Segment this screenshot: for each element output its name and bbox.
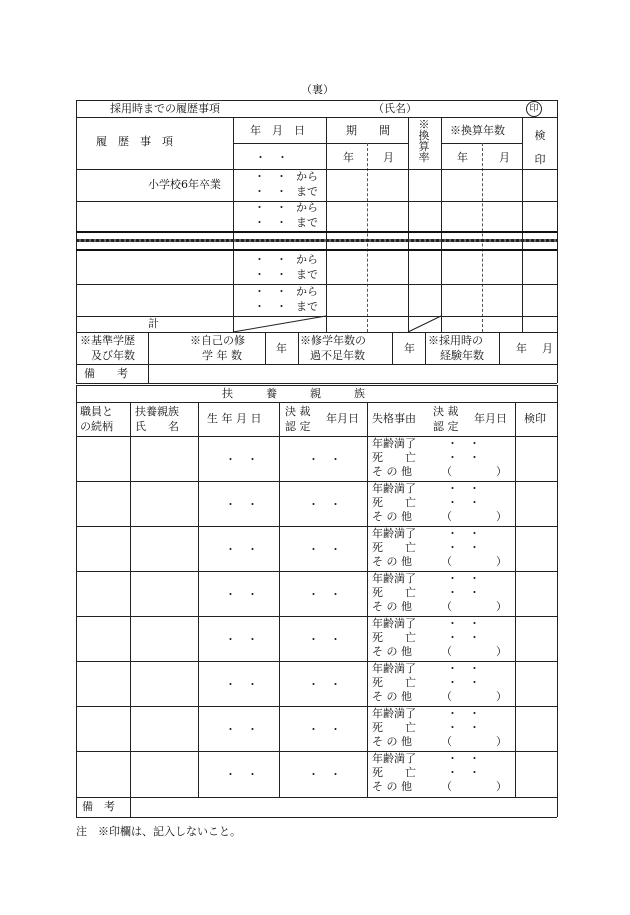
- reason-age: 年齢満了: [372, 752, 416, 765]
- reason-death-dots: ・ ・: [447, 451, 480, 464]
- experience-unit-year: 年: [516, 342, 527, 355]
- col-loss-date: 年月日: [474, 412, 507, 425]
- paren-close: ）: [496, 780, 507, 793]
- row-until: まで: [296, 185, 318, 198]
- reason-other: そ の 他: [372, 645, 412, 658]
- birth-date-dots: ・ ・: [225, 453, 258, 466]
- reason-age-dots: ・ ・: [447, 707, 480, 720]
- reason-death: 死 亡: [372, 586, 416, 599]
- decision-date-dots: ・ ・: [308, 633, 341, 646]
- col-date: 年 月 日: [250, 124, 305, 137]
- birth-date-dots: ・ ・: [225, 678, 258, 691]
- reason-other: そ の 他: [372, 555, 412, 568]
- col-dependent: 扶養親族: [135, 405, 179, 418]
- col-conv-year: 年: [457, 151, 468, 164]
- paren-close: ）: [496, 465, 507, 478]
- col-conversion-rate: ※換算率: [418, 118, 430, 164]
- col-period-month: 月: [383, 151, 394, 164]
- reason-other: そ の 他: [372, 600, 412, 613]
- reason-age: 年齢満了: [372, 572, 416, 585]
- decision-date-dots: ・ ・: [308, 723, 341, 736]
- col-decision: 決 裁: [285, 405, 311, 418]
- own-study-unit-year: 年: [276, 342, 287, 355]
- row-from: から: [296, 201, 318, 214]
- paren-open: （: [441, 555, 452, 568]
- std-education-label-2: 及び年数: [91, 349, 135, 362]
- decision-date-dots: ・ ・: [308, 678, 341, 691]
- col-period: 期 間: [346, 124, 390, 137]
- col-conversion-years: ※換算年数: [450, 124, 505, 137]
- row-dots-from: ・ ・: [254, 285, 287, 298]
- col-loss-decision: 決 裁: [433, 405, 459, 418]
- row-until: まで: [296, 216, 318, 229]
- col-history-item: 履 歴 事 項: [96, 135, 173, 148]
- reason-age-dots: ・ ・: [447, 662, 480, 675]
- reason-age: 年齢満了: [372, 662, 416, 675]
- row-dots-until: ・ ・: [254, 185, 287, 198]
- short-years-label: ※修学年数の: [300, 334, 366, 347]
- decision-date-dots: ・ ・: [308, 768, 341, 781]
- reason-death: 死 亡: [372, 721, 416, 734]
- decision-date-dots: ・ ・: [308, 453, 341, 466]
- reason-age: 年齢満了: [372, 482, 416, 495]
- paren-close: ）: [496, 600, 507, 613]
- col-decision-date: 年月日: [326, 412, 359, 425]
- paren-close: ）: [496, 735, 507, 748]
- page-label: （裏）: [301, 83, 334, 96]
- paren-close: ）: [496, 510, 507, 523]
- col-birth-date: 生 年 月 日: [207, 412, 262, 425]
- reason-age: 年齢満了: [372, 707, 416, 720]
- reason-death: 死 亡: [372, 496, 416, 509]
- col-disqualification: 失格事由: [372, 412, 416, 425]
- decision-date-dots: ・ ・: [308, 588, 341, 601]
- paren-open: （: [441, 735, 452, 748]
- reason-age-dots: ・ ・: [447, 572, 480, 585]
- paren-open: （: [441, 510, 452, 523]
- reason-other: そ の 他: [372, 510, 412, 523]
- paren-close: ）: [496, 690, 507, 703]
- experience-years-label-2: 経験年数: [440, 349, 484, 362]
- total-date-diagonal: [233, 316, 326, 332]
- birth-date-dots: ・ ・: [225, 633, 258, 646]
- birth-date-dots: ・ ・: [225, 498, 258, 511]
- reason-death-dots: ・ ・: [447, 586, 480, 599]
- reason-death: 死 亡: [372, 676, 416, 689]
- col-period-year: 年: [343, 151, 354, 164]
- reason-age-dots: ・ ・: [447, 437, 480, 450]
- birth-date-dots: ・ ・: [225, 723, 258, 736]
- birth-date-dots: ・ ・: [225, 543, 258, 556]
- reason-age-dots: ・ ・: [447, 617, 480, 630]
- row-from: から: [296, 285, 318, 298]
- row-dots-from: ・ ・: [254, 253, 287, 266]
- reason-age-dots: ・ ・: [447, 482, 480, 495]
- name-label: （氏名）: [373, 102, 417, 115]
- col-relation: 職員と: [80, 405, 113, 418]
- reason-other: そ の 他: [372, 735, 412, 748]
- reason-age: 年齢満了: [372, 437, 416, 450]
- reason-death-dots: ・ ・: [447, 676, 480, 689]
- row-until: まで: [296, 300, 318, 313]
- paren-close: ）: [496, 555, 507, 568]
- col-relation-2: の続柄: [80, 420, 113, 433]
- footnote: 注 ※印欄は、記入しないこと。: [76, 825, 241, 838]
- col-conv-month: 月: [499, 151, 510, 164]
- own-study-label: ※自己の修: [190, 334, 245, 347]
- reason-death: 死 亡: [372, 541, 416, 554]
- decision-date-dots: ・ ・: [308, 498, 341, 511]
- reason-death-dots: ・ ・: [447, 631, 480, 644]
- paren-open: （: [441, 690, 452, 703]
- reason-age: 年齢満了: [372, 527, 416, 540]
- short-years-unit-year: 年: [404, 342, 415, 355]
- reason-death-dots: ・ ・: [447, 541, 480, 554]
- reason-death-dots: ・ ・: [447, 721, 480, 734]
- paren-open: （: [441, 600, 452, 613]
- reason-death-dots: ・ ・: [447, 496, 480, 509]
- col-decision-2: 認 定: [285, 420, 311, 433]
- reason-death-dots: ・ ・: [447, 766, 480, 779]
- row-dots-until: ・ ・: [254, 268, 287, 281]
- reason-other: そ の 他: [372, 780, 412, 793]
- reason-age-dots: ・ ・: [447, 527, 480, 540]
- history-title: 採用時までの履歴事項: [110, 102, 220, 115]
- own-study-label-2: 学 年 数: [202, 349, 242, 362]
- family-title: 扶 養 親 族: [222, 387, 365, 400]
- row-from: から: [296, 253, 318, 266]
- reason-death: 死 亡: [372, 451, 416, 464]
- reason-age: 年齢満了: [372, 617, 416, 630]
- row-dots-from: ・ ・: [254, 201, 287, 214]
- total-label: 計: [148, 317, 159, 330]
- history-row-item: 小学校6年卒業: [148, 178, 221, 191]
- row-from: から: [296, 170, 318, 183]
- reason-age-dots: ・ ・: [447, 752, 480, 765]
- paren-open: （: [441, 645, 452, 658]
- reason-other: そ の 他: [372, 690, 412, 703]
- paren-open: （: [441, 465, 452, 478]
- total-rate-diagonal: [408, 316, 441, 332]
- col-inspect-stamp: 検印: [534, 129, 546, 166]
- decision-date-dots: ・ ・: [308, 543, 341, 556]
- family-remarks-label: 備 考: [82, 800, 115, 813]
- std-education-label: ※基準学歴: [80, 334, 135, 347]
- col-date-dots: ・ ・: [255, 151, 288, 164]
- col-loss-decision-2: 認 定: [433, 420, 459, 433]
- col-family-inspect: 検印: [524, 412, 546, 425]
- reason-other: そ の 他: [372, 465, 412, 478]
- experience-years-label: ※採用時の: [428, 334, 483, 347]
- reason-death: 死 亡: [372, 766, 416, 779]
- short-years-label-2: 過不足年数: [310, 349, 365, 362]
- history-remarks-label: 備 考: [84, 367, 128, 380]
- row-dots-from: ・ ・: [254, 170, 287, 183]
- paren-open: （: [441, 780, 452, 793]
- paren-close: ）: [496, 645, 507, 658]
- col-dependent-2: 氏 名: [135, 420, 179, 433]
- row-dots-until: ・ ・: [254, 300, 287, 313]
- seal-mark-icon: 印: [526, 101, 542, 117]
- row-dots-until: ・ ・: [254, 216, 287, 229]
- reason-death: 死 亡: [372, 631, 416, 644]
- birth-date-dots: ・ ・: [225, 588, 258, 601]
- experience-unit-month: 月: [542, 342, 553, 355]
- row-until: まで: [296, 268, 318, 281]
- birth-date-dots: ・ ・: [225, 768, 258, 781]
